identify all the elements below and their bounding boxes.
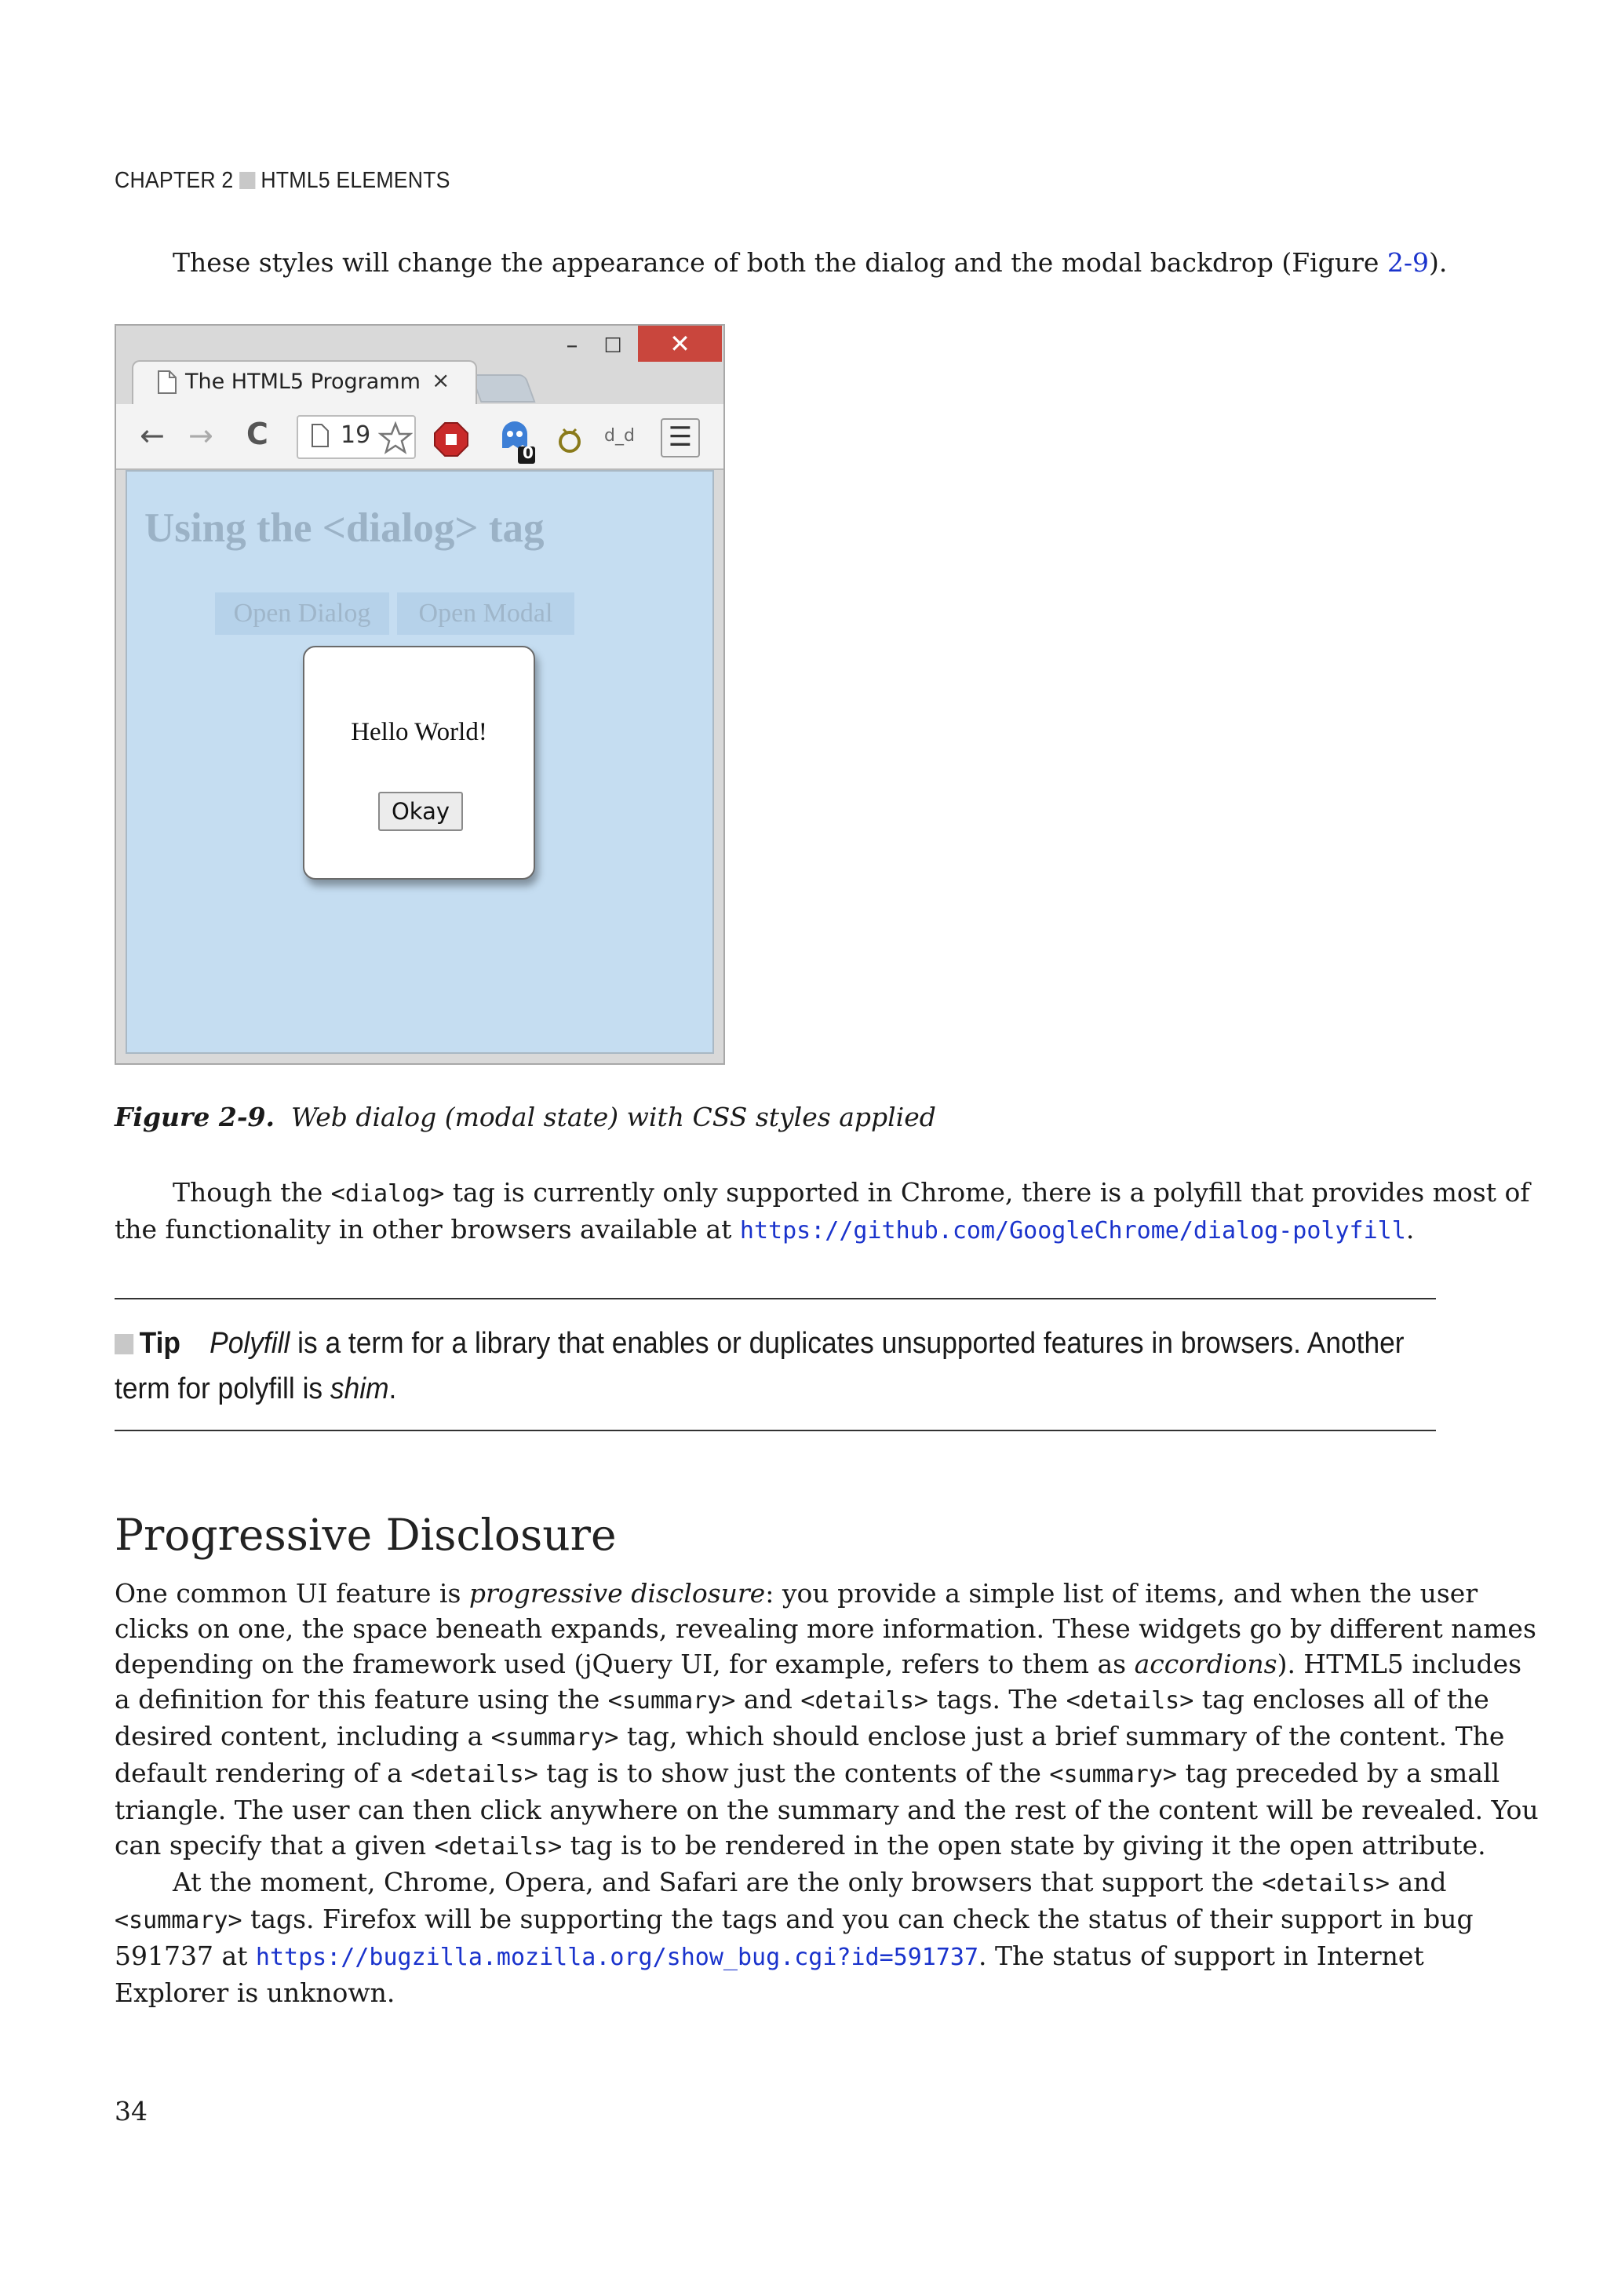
p2-l4a: a definition for this feature using the: [115, 1684, 608, 1715]
polyfill-link[interactable]: https://github.com/GoogleChrome/dialog-polyfill: [739, 1217, 1406, 1245]
p3-l3a: 591737 at: [115, 1941, 256, 1971]
tip-top-rule: [115, 1298, 1436, 1299]
chapter-title: HTML5 ELEMENTS: [261, 168, 450, 193]
p3-l2c: <summary>: [115, 1907, 242, 1934]
tip-term: Polyfill: [210, 1327, 290, 1360]
extension-badge: 0: [523, 443, 534, 462]
disclosure-paragraph: [115, 1576, 1539, 2010]
p2-l5b: tag, which should enclose just a brief summary of the content. The: [618, 1721, 1505, 1751]
p1-code: <dialog>: [330, 1180, 445, 1208]
p1-text-c: the functionality in other browsers available at: [115, 1214, 740, 1245]
intro-paragraph: [173, 245, 1447, 280]
p2-l1b: : you provide a simple list of items, and when the user: [765, 1578, 1478, 1609]
p2-l6d: tag preceded by a small: [1176, 1758, 1500, 1788]
section-heading: Progressive Disclosure: [115, 1510, 617, 1560]
intro-text: These styles will change the appearance of both the dialog and the modal backdrop (Figure: [173, 247, 1387, 278]
tip-text-c: .: [388, 1372, 397, 1405]
tip-label: Tip: [139, 1327, 180, 1360]
running-head: [115, 168, 450, 194]
p2-l1a: One common UI feature is: [115, 1578, 469, 1609]
p2-l7: triangle. The user can then click anywhere on the summary and the rest of the content will be revealed. You: [115, 1795, 1539, 1825]
tip-bottom-rule: [115, 1430, 1436, 1431]
polyfill-paragraph: [115, 1175, 1530, 1248]
page-icon: [157, 370, 177, 395]
p3-l4: Explorer is unknown.: [115, 1977, 395, 2008]
menu-icon[interactable]: ☰: [661, 418, 700, 457]
intro-end: ).: [1429, 247, 1448, 278]
tip-square-icon: [115, 1334, 133, 1354]
p2-l5a: desired content, including a: [115, 1721, 491, 1751]
address-text: 19: [341, 421, 371, 449]
okay-button[interactable]: Okay: [378, 792, 463, 831]
square-bullet-icon: [239, 172, 255, 189]
bugzilla-link[interactable]: https://bugzilla.mozilla.org/show_bug.cgi?id=591737: [255, 1944, 979, 1971]
p2-l4c1: <summary>: [607, 1687, 736, 1715]
extension-text-icon[interactable]: d_d: [604, 426, 635, 446]
address-page-icon: [311, 423, 330, 448]
close-window-icon[interactable]: ✕: [638, 326, 722, 362]
p3-l2b: tags. Firefox will be supporting the tags and you can check the status of their support in bug: [242, 1904, 1474, 1934]
p1-text-b: tag is currently only supported in Chrome, there is a polyfill that provides most of: [444, 1177, 1530, 1208]
figure-screenshot: [115, 324, 725, 1065]
maximize-icon[interactable]: ☐: [603, 334, 622, 358]
new-tab-button[interactable]: [470, 374, 535, 403]
p2-l6b: tag is to show just the contents of the: [537, 1758, 1050, 1788]
p3-l1c: <details>: [1262, 1870, 1390, 1897]
figure-caption: [115, 1102, 936, 1132]
tip-text-b: term for polyfill is: [115, 1372, 330, 1405]
p2-l3em: accordions: [1134, 1649, 1277, 1679]
forward-arrow-icon[interactable]: →: [188, 418, 213, 453]
open-modal-button[interactable]: Open Modal: [397, 592, 574, 635]
p3-l3b: . The status of support in Internet: [978, 1941, 1424, 1971]
p2-l4c3: <details>: [1066, 1687, 1194, 1715]
stop-sign-icon[interactable]: [433, 421, 469, 457]
p2-l4d: tags. The: [927, 1684, 1066, 1715]
star-icon[interactable]: [378, 421, 413, 454]
page-heading: Using the <dialog> tag: [144, 505, 545, 551]
page-number: 34: [115, 2096, 148, 2127]
back-arrow-icon[interactable]: ←: [140, 418, 165, 453]
minimize-icon[interactable]: –: [566, 332, 578, 359]
caption-label: Figure 2-9.: [115, 1102, 275, 1132]
p3-l1a: At the moment, Chrome, Opera, and Safari are the only browsers that support the: [173, 1867, 1263, 1897]
p2-l1em: progressive disclosure: [468, 1578, 766, 1609]
p2-l2: clicks on one, the space beneath expands, revealing more information. These widgets go by different names: [115, 1613, 1536, 1644]
tip-shim: shim: [330, 1372, 389, 1405]
reload-icon[interactable]: C: [246, 417, 268, 451]
tab-title: The HTML5 Programm: [185, 370, 421, 394]
p2-l6c2: <summary>: [1049, 1761, 1177, 1788]
p3-l1b: and: [1389, 1867, 1447, 1897]
p2-l3a: depending on the framework used (jQuery UI, for example, refers to them as: [115, 1649, 1135, 1679]
caption-text: Web dialog (modal state) with CSS styles applied: [291, 1102, 936, 1132]
p2-l4b: and: [735, 1684, 801, 1715]
p2-l4e: tag encloses all of the: [1193, 1684, 1489, 1715]
dialog-message: Hello World!: [351, 718, 487, 746]
chapter-label: CHAPTER 2: [115, 168, 234, 193]
p2-l8a: can specify that a given: [115, 1830, 435, 1860]
tip-text-a: is a term for a library that enables or duplicates unsupported features in browsers. Another: [290, 1327, 1405, 1360]
p2-l8c: <details>: [434, 1833, 563, 1860]
modal-dialog: [303, 646, 535, 880]
p1-text-a: Though the: [173, 1177, 331, 1208]
p2-l5c: <summary>: [490, 1724, 619, 1751]
extension-icon[interactable]: [556, 423, 584, 454]
p1-text-d: .: [1405, 1214, 1415, 1245]
tab-close-icon[interactable]: ×: [432, 367, 450, 393]
p2-l8b: tag is to be rendered in the open state by giving it the open attribute.: [562, 1830, 1486, 1860]
open-dialog-button[interactable]: Open Dialog: [215, 592, 389, 635]
p2-l6c1: <details>: [410, 1761, 538, 1788]
figure-link[interactable]: 2-9: [1387, 247, 1430, 278]
tip-box: [115, 1321, 1405, 1412]
p2-l6a: default rendering of a: [115, 1758, 411, 1788]
p2-l4c2: <details>: [800, 1687, 928, 1715]
p2-l3b: ). HTML5 includes: [1277, 1649, 1522, 1679]
